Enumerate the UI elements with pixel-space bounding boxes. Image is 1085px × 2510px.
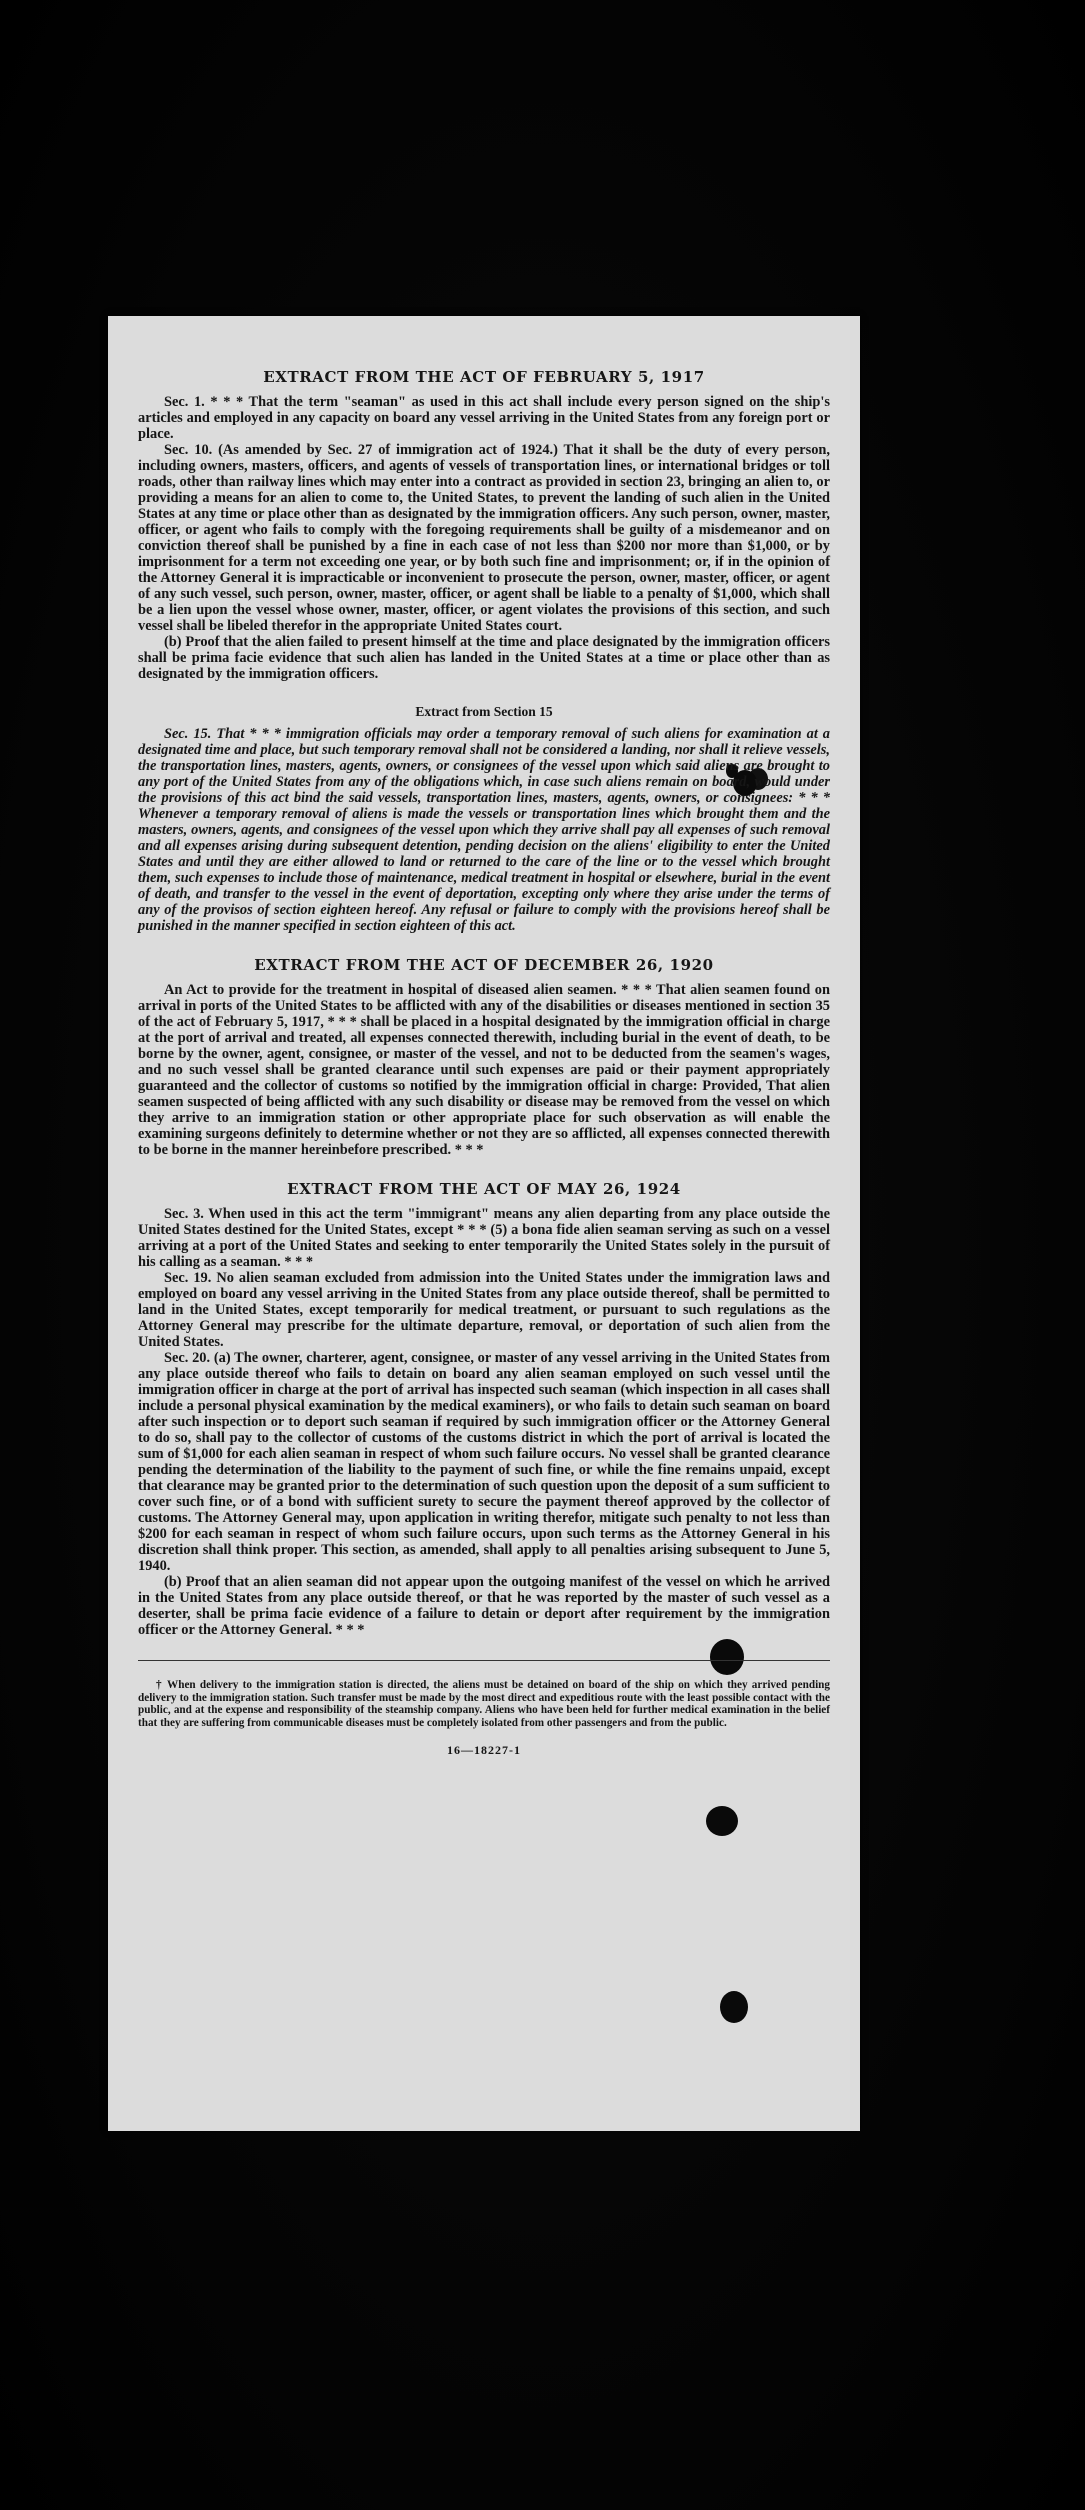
section-15-extract bbox=[138, 704, 830, 934]
paragraph: Sec. 1. * * * That the term "seaman" as used in this act shall include every person signed on the ship's articles and employed in any capacity on board any vessel arriving in the United States from any foreign port or place. bbox=[138, 394, 830, 442]
act-1917-section bbox=[138, 368, 830, 682]
footnote: † When delivery to the immigration station is directed, the aliens must be detained on board of the ship on which they arrived pending delivery to the immigration station. Such transfer must be made by the most direct and expeditious route with the least possible contact with the public, and at the expense and responsibility of the steamship company. Aliens who have been held for further medical examination in the belief that they are suffering from communicable diseases must be completely isolated from other passengers and from the public. bbox=[138, 1679, 830, 1729]
paragraph: (b) Proof that the alien failed to present himself at the time and place designated by the immigration officers shall be prima facie evidence that such alien has landed in the United States at a time or place other than as designated by the immigration officers. bbox=[138, 634, 830, 682]
section-title: EXTRACT FROM THE ACT OF FEBRUARY 5, 1917 bbox=[263, 368, 705, 386]
paragraph: Sec. 10. (As amended by Sec. 27 of immigration act of 1924.) That it shall be the duty of every person, including owners, masters, officers, and agents of vessels of transportation lines, or international bridges or toll roads, other than railway lines which may enter into a contract as provided in section 23, bringing an alien to, or providing a means for an alien to come to, the United States, to prevent the landing of such alien in the United States at any time or place other than as designated by the immigration officers. Any such person, owner, master, officer, or agent who fails to comply with the foregoing requirements shall be guilty of a misdemeanor and on conviction thereof shall be punished by a fine in each case of not less than $200 nor more than $1,000, or by imprisonment for a term not exceeding one year, or by both such fine and imprisonment; or, if in the opinion of the Attorney General it is impracticable or inconvenient to prosecute the person, owner, master, officer, or agent of any such vessel, such person, owner, master, officer, or agent shall be liable to a penalty of $1,000, which shall be a lien upon the vessel whose owner, master, officer, or agent violates the provisions of this section, and such vessel shall be libeled therefor in the appropriate United States court. bbox=[138, 442, 830, 634]
paragraph: Sec. 20. (a) The owner, charterer, agent, consignee, or master of any vessel arriving in the United States from any place outside thereof who fails to detain on board any alien seaman employed on such vessel until the immigration officer in charge at the port of arrival has inspected such seaman (which inspection in all cases shall include a personal physical examination by the medical examiners), or who fails to detain such seaman on board after such inspection or to deport such seaman if required by such immigration officer or the Attorney General to do so, shall pay to the collector of customs of the customs district in which the port of arrival is located the sum of $1,000 for each alien seaman in respect of whom such failure occurs. No vessel shall be granted clearance pending the determination of the liability to the payment of such fine, or while the fine remains unpaid, except that clearance may be granted prior to the determination of such question upon the deposit of a sum sufficient to cover such fine, or of a bond with sufficient surety to secure the payment thereof approved by the collector of customs. The Attorney General may, upon application in writing therefor, mitigate such penalty to not less than $200 for each seaman in respect of whom such failure occurs, upon such terms as the Attorney General in his discretion shall think proper. This section, as amended, shall apply to all penalties arising subsequent to June 5, 1940. bbox=[138, 1350, 830, 1574]
paragraph: Sec. 3. When used in this act the term "immigrant" means any alien departing from any place outside the United States destined for the United States, except * * * (5) a bona fide alien seaman serving as such on a vessel arriving at a port of the United States and seeking to enter temporarily the United States solely in the pursuit of his calling as a seaman. * * * bbox=[138, 1206, 830, 1270]
document-page bbox=[108, 316, 860, 2131]
section-title: EXTRACT FROM THE ACT OF MAY 26, 1924 bbox=[287, 1180, 681, 1198]
paragraph: An Act to provide for the treatment in hospital of diseased alien seamen. * * * That alien seamen found on arrival in ports of the United States to be afflicted with any of the disabilities or diseases mentioned in section 35 of the act of February 5, 1917, * * * shall be placed in a hospital designated by the immigration official in charge at the port of arrival and treated, all expenses connected therewith, including burial in the event of death, to be borne by the owner, agent, consignee, or master of the vessel, and not to be deducted from the seamen's wages, and no such vessel shall be granted clearance until such expenses are paid or their payment appropriately guaranteed and the collector of customs so notified by the immigration official in charge: Provided, That alien seamen suspected of being afflicted with any such disability or disease may be removed from the vessel on which they arrive to an immigration station or other appropriate place for such observation as will enable the examining surgeons definitely to determine whether or not they are so afflicted, all expenses connected therewith to be borne in the manner hereinbefore prescribed. * * * bbox=[138, 982, 830, 1158]
paragraph: Sec. 15. That * * * immigration officials may order a temporary removal of such aliens for examination at a designated time and place, but such temporary removal shall not be considered a landing, nor shall it relieve vessels, the transportation lines, masters, agents, owners, or consignees of the vessel upon which said aliens are brought to any port of the United States from any of the obligations which, in case such aliens remain on board, would under the provisions of this act bind the said vessels, transportation lines, masters, agents, owners, or consignees: * * * Whenever a temporary removal of aliens is made the vessels or transportation lines which brought them and the masters, owners, agents, and consignees of the vessel upon which they arrive shall pay all expenses of such removal and all expenses arising during subsequent detention, pending decision on the aliens' eligibility to enter the United States and until they are either allowed to land or returned to the care of the line or to the vessel which brought them, such expenses to include those of maintenance, medical treatment in hospital or elsewhere, burial in the event of death, and transfer to the vessel in the event of deportation, excepting only where they arise under the terms of any of the provisos of section eighteen hereof. Any refusal or failure to comply with the provisions hereof shall be punished in the manner specified in section eighteen of this act. bbox=[138, 726, 830, 934]
document-body bbox=[138, 368, 830, 1758]
paragraph: (b) Proof that an alien seaman did not appear upon the outgoing manifest of the vessel on which he arrived in the United States from any place outside thereof, or that he was reported by the master of such vessel as a deserter, shall be prima facie evidence of a failure to detain or deport after requirement by the immigration officer or the Attorney General. * * * bbox=[138, 1574, 830, 1638]
form-number: 16—18227-1 bbox=[447, 1743, 521, 1757]
section-title: Extract from Section 15 bbox=[415, 704, 553, 719]
act-1920-section bbox=[138, 956, 830, 1158]
footnote-divider bbox=[138, 1660, 830, 1661]
act-1924-section bbox=[138, 1180, 830, 1638]
ink-stain bbox=[706, 1806, 738, 1836]
ink-stain bbox=[720, 1991, 748, 2023]
section-title: EXTRACT FROM THE ACT OF DECEMBER 26, 1920 bbox=[254, 956, 714, 974]
paragraph: Sec. 19. No alien seaman excluded from admission into the United States under the immigration laws and employed on board any vessel arriving in the United States from any place outside thereof, shall be permitted to land in the United States, except temporarily for medical treatment, or pursuant to such regulations as the Attorney General may prescribe for the ultimate departure, removal, or deportation of such alien from the United States. bbox=[138, 1270, 830, 1350]
